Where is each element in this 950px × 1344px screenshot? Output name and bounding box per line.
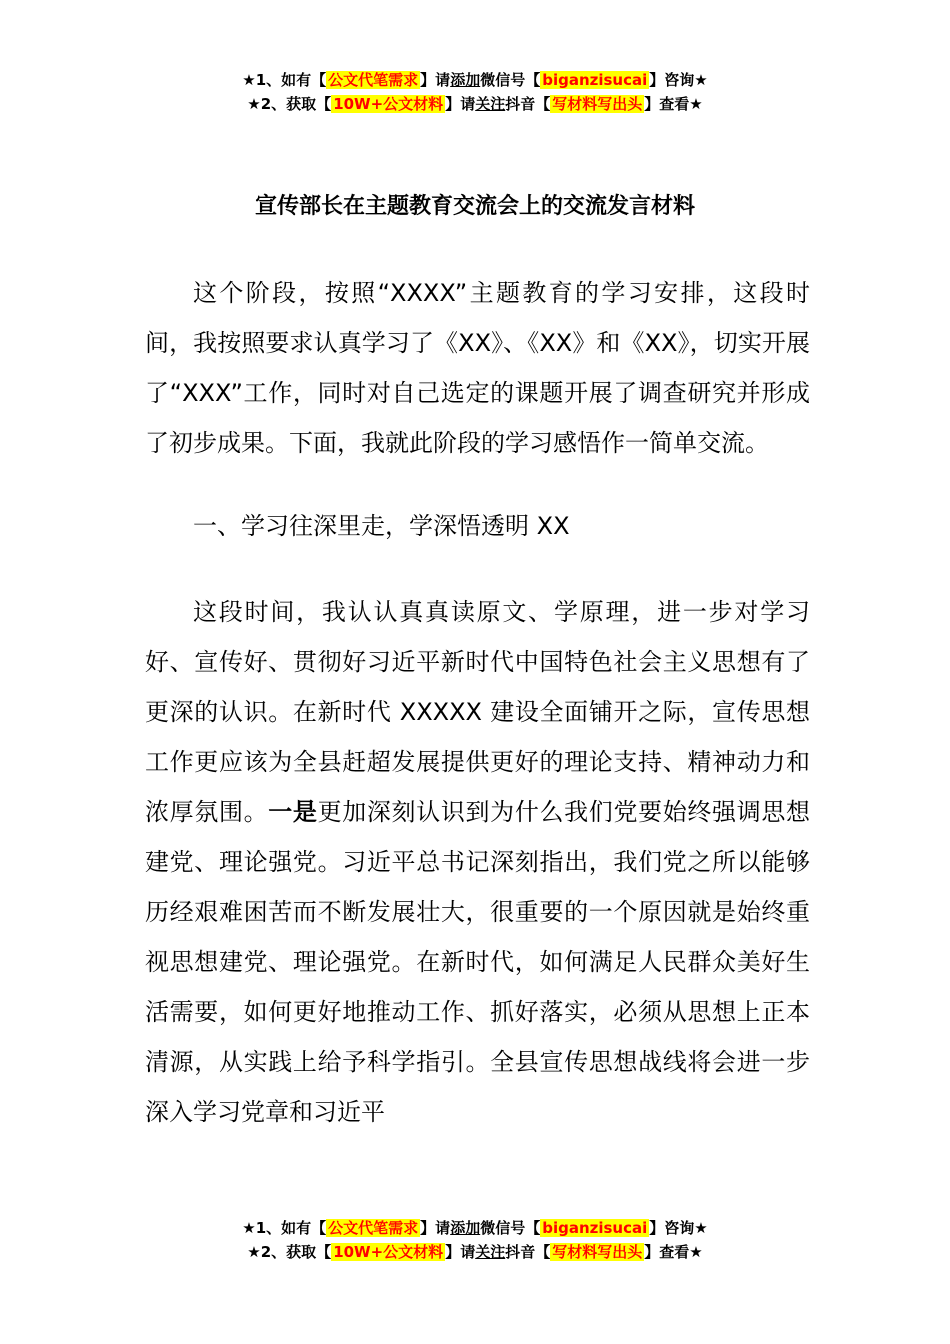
banner-text: 微信号【	[480, 71, 541, 89]
banner-emphasis: 关注	[475, 1243, 506, 1261]
banner-line-2	[0, 92, 950, 116]
banner-line-2	[0, 1240, 950, 1264]
banner-text: 】咨询★	[649, 1219, 708, 1237]
banner-line-1	[0, 68, 950, 92]
header-banner	[0, 68, 950, 116]
banner-highlight: 写材料写出头	[552, 95, 643, 113]
banner-highlight: 公文代笔需求	[328, 71, 419, 89]
document-body	[145, 268, 810, 1170]
banner-emphasis: 添加	[450, 71, 481, 89]
paragraph-text: 这段时间，我认认真真读原文、学原理，进一步对学习好、宣传好、贯彻好习近平新时代中国特色社会主义思想有了更深的认识。在新时代 XXXXX 建设全面铺开之际，宣传思想工作更应该为全县赶超发展提供更好的理论支持、精神动力和浓厚氛围。	[145, 598, 810, 826]
banner-highlight: 公文代笔需求	[328, 1219, 419, 1237]
banner-text: ★1、如有【	[242, 71, 327, 89]
paragraph-section-1	[145, 587, 810, 1137]
banner-text: 】请	[445, 1243, 476, 1261]
paragraph-intro: 这个阶段，按照“XXXX”主题教育的学习安排，这段时间，我按照要求认真学习了《XX》、《XX》和《XX》，切实开展了“XXX”工作，同时对自己选定的课题开展了调查研究并形成了初步成果。下面，我就此阶段的学习感悟作一简单交流。	[145, 279, 810, 457]
banner-highlight: biganzisucai	[542, 1219, 648, 1237]
banner-text: ★1、如有【	[242, 1219, 327, 1237]
banner-text: ★2、获取【	[247, 1243, 332, 1261]
paragraph-bold-marker: 一是	[268, 798, 318, 826]
banner-text: 】请	[420, 71, 451, 89]
banner-highlight: 10W+公文材料	[333, 95, 444, 113]
banner-line-1	[0, 1216, 950, 1240]
banner-text: 】请	[445, 95, 476, 113]
banner-text: 】查看★	[644, 95, 703, 113]
banner-emphasis: 关注	[475, 95, 506, 113]
banner-highlight: 10W+公文材料	[333, 1243, 444, 1261]
paragraph-text: 更加深刻认识到为什么我们党要始终强调思想建党、理论强党。习近平总书记深刻指出，我们党之所以能够历经艰难困苦而不断发展壮大，很重要的一个原因就是始终重视思想建党、理论强党。在新时代，如何满足人民群众美好生活需要，如何更好地推动工作、抓好落实，必须从思想上正本清源，从实践上给予科学指引。全县宣传思想战线将会进一步深入学习党章和习近平	[145, 798, 811, 1126]
document-title: 宣传部长在主题教育交流会上的交流发言材料	[254, 194, 695, 219]
banner-text: ★2、获取【	[247, 95, 332, 113]
section-heading: 一、学习往深里走，学深悟透明 XX	[193, 512, 570, 540]
banner-text: 抖音【	[505, 95, 551, 113]
banner-text: 】请	[420, 1219, 451, 1237]
banner-text: 】查看★	[644, 1243, 703, 1261]
banner-highlight: 写材料写出头	[552, 1243, 643, 1261]
banner-text: 抖音【	[505, 1243, 551, 1261]
banner-text: 】咨询★	[649, 71, 708, 89]
banner-highlight: biganzisucai	[542, 71, 648, 89]
footer-banner	[0, 1216, 950, 1264]
banner-emphasis: 添加	[450, 1219, 481, 1237]
banner-text: 微信号【	[480, 1219, 541, 1237]
